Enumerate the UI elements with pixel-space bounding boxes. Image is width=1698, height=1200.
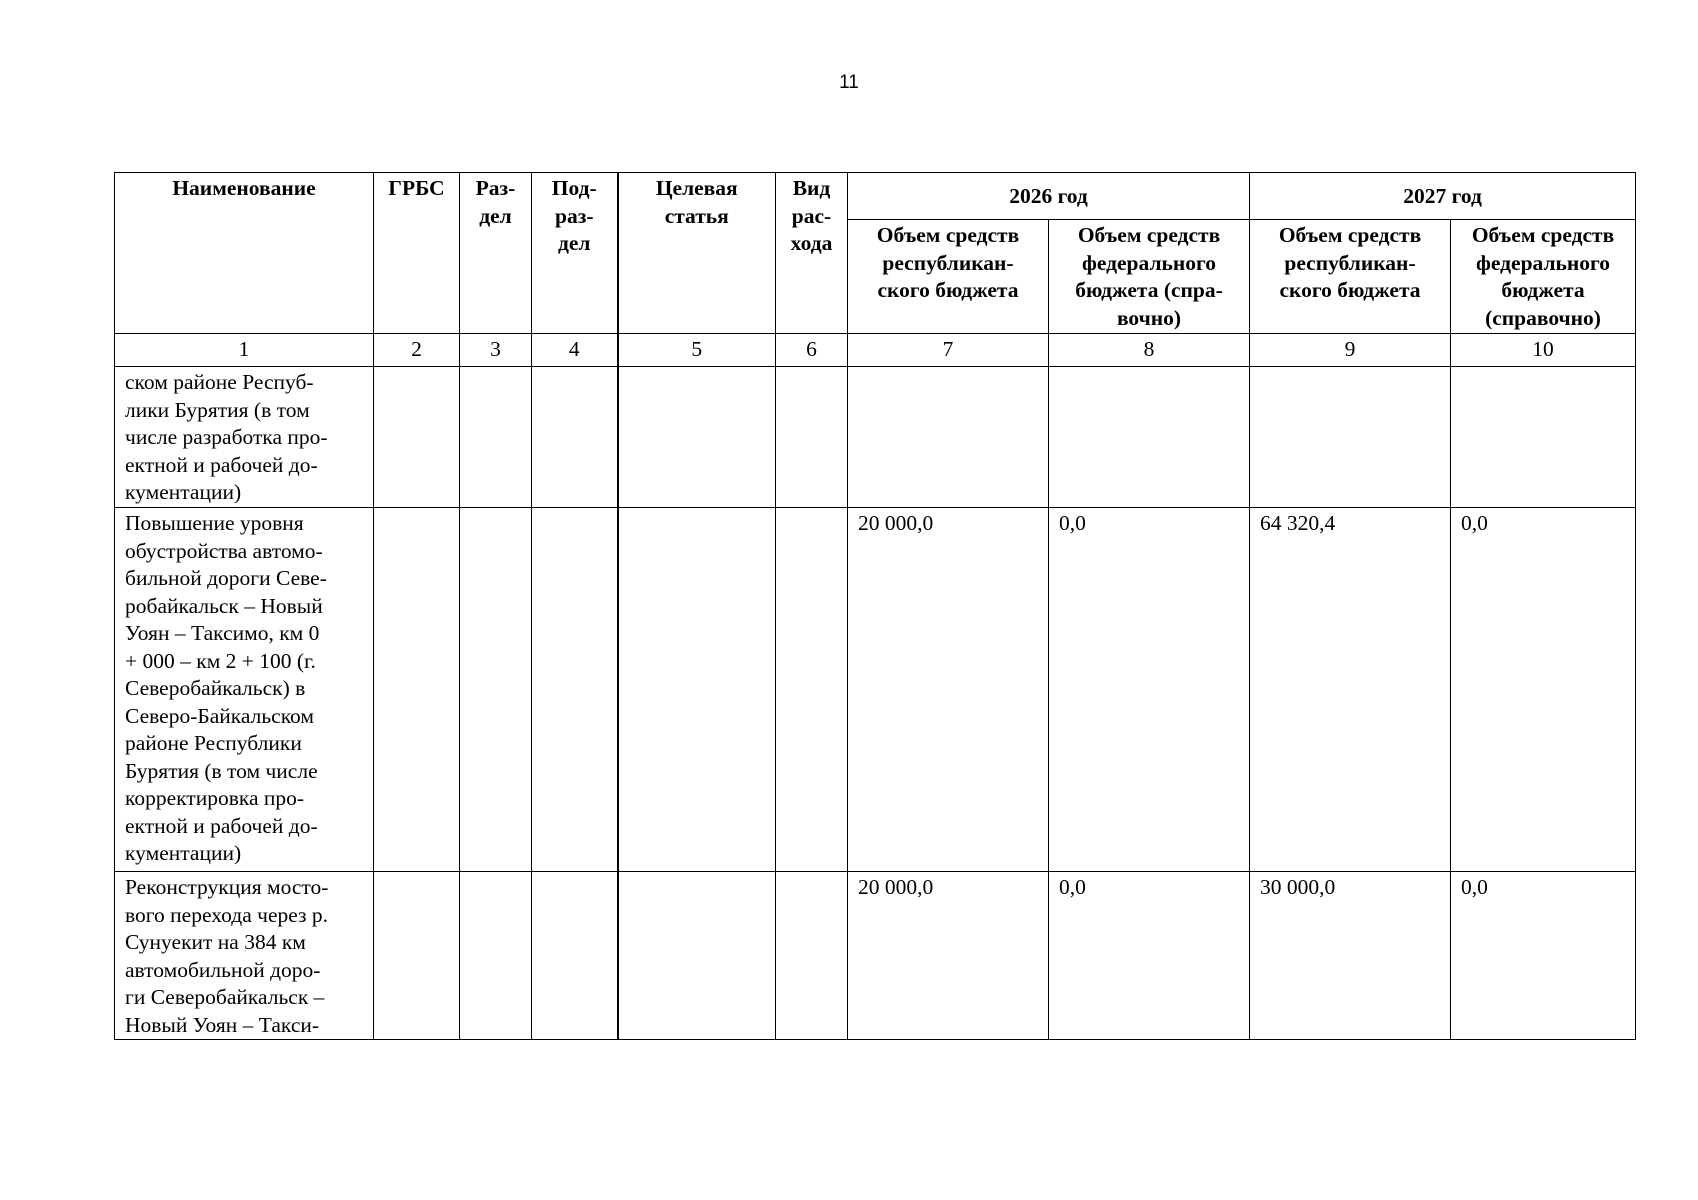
cell-razdel (460, 367, 532, 508)
cell-target-article (618, 872, 776, 1040)
cell-expense-type (776, 508, 848, 872)
header-year-2027: 2027 год (1250, 173, 1636, 220)
column-number: 7 (848, 334, 1049, 367)
column-number: 8 (1049, 334, 1250, 367)
table-row (115, 508, 1636, 872)
cell-2027-federal (1451, 367, 1636, 508)
column-number: 6 (776, 334, 848, 367)
cell-2026-federal: 0,0 (1049, 872, 1250, 1040)
cell-2026-republican: 20 000,0 (848, 508, 1049, 872)
cell-grbs (374, 508, 460, 872)
cell-2027-federal: 0,0 (1451, 508, 1636, 872)
page-number: 11 (839, 72, 859, 93)
header-2027-federal: Объем средств федерального бюджета (справочно) (1451, 220, 1636, 334)
table-row (115, 872, 1636, 1040)
cell-name: Реконструкция мосто- вого перехода через р. Сунуекит на 384 км автомобильной доро- ги Северобайкальск – Новый Уоян – Такси- (115, 872, 374, 1040)
cell-grbs (374, 872, 460, 1040)
cell-name: Повышение уровня обустройства автомо- бильной дороги Севе- робайкальск – Новый Уоян – Таксимо, км 0 + 000 – км 2 + 100 (г. Северобайкальск) в Северо-Байкальском районе Республики Бурятия (в том числе корректировка про- ектной и рабочей до- кументации) (115, 508, 374, 872)
cell-2027-republican (1250, 367, 1451, 508)
header-row-1 (115, 173, 1636, 220)
cell-grbs (374, 367, 460, 508)
budget-table (114, 172, 1636, 1040)
column-number: 3 (460, 334, 532, 367)
cell-2026-federal: 0,0 (1049, 508, 1250, 872)
cell-2027-federal: 0,0 (1451, 872, 1636, 1040)
column-numbers-row (115, 334, 1636, 367)
column-number: 2 (374, 334, 460, 367)
cell-2027-republican: 30 000,0 (1250, 872, 1451, 1040)
cell-razdel (460, 508, 532, 872)
header-expense-type: Вид рас- хода (776, 173, 848, 334)
header-razdel: Раз- дел (460, 173, 532, 334)
header-grbs: ГРБС (374, 173, 460, 334)
cell-podrazdel (532, 367, 618, 508)
header-2026-republican: Объем средств республикан- ского бюджета (848, 220, 1049, 334)
column-number: 1 (115, 334, 374, 367)
header-target-article: Целевая статья (618, 173, 776, 334)
header-2027-republican: Объем средств республикан- ского бюджета (1250, 220, 1451, 334)
cell-target-article (618, 508, 776, 872)
column-number: 5 (618, 334, 776, 367)
column-number: 10 (1451, 334, 1636, 367)
cell-2026-republican: 20 000,0 (848, 872, 1049, 1040)
header-podrazdel: Под- раз- дел (532, 173, 618, 334)
column-number: 9 (1250, 334, 1451, 367)
column-number: 4 (532, 334, 618, 367)
cell-podrazdel (532, 508, 618, 872)
header-2026-federal: Объем средств федерального бюджета (спра- вочно) (1049, 220, 1250, 334)
cell-name: ском районе Респуб- лики Бурятия (в том числе разработка про- ектной и рабочей до- кументации) (115, 367, 374, 508)
header-name: Наименование (115, 173, 374, 334)
cell-podrazdel (532, 872, 618, 1040)
cell-2026-federal (1049, 367, 1250, 508)
cell-razdel (460, 872, 532, 1040)
cell-2026-republican (848, 367, 1049, 508)
cell-2027-republican: 64 320,4 (1250, 508, 1451, 872)
cell-expense-type (776, 367, 848, 508)
cell-expense-type (776, 872, 848, 1040)
cell-target-article (618, 367, 776, 508)
table-row (115, 367, 1636, 508)
header-year-2026: 2026 год (848, 173, 1250, 220)
